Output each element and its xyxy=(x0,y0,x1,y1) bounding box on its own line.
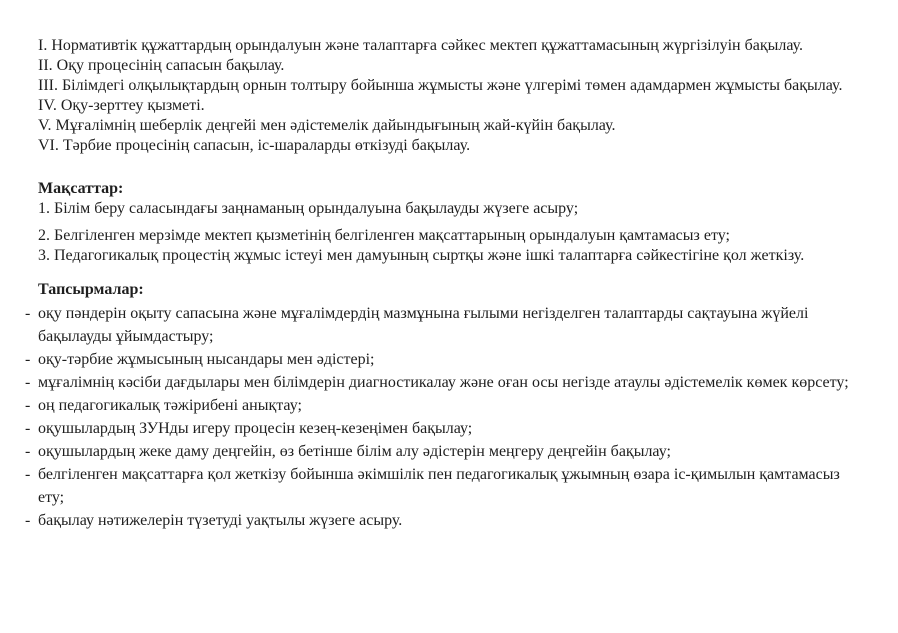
control-directions-list xyxy=(38,36,862,156)
task-item-text: белгіленген мақсаттарға қол жеткізу бойынша әкімшілік пен педагогикалық ұжымның өзара іс-қимылын қамтамасыз ету; xyxy=(38,466,840,506)
tasks-list xyxy=(25,302,862,532)
goal-item-3: 3. Педагогикалық процестің жұмыс істеуі мен дамуының сыртқы және ішкі талаптарға сәйкестігіне қол жеткізу. xyxy=(38,247,805,264)
control-item-3: III. Білімдегі олқылықтардың орнын толтыру бойынша жұмысты және үлгерімі төмен адамдармен жұмысты бақылау. xyxy=(38,77,843,94)
task-item-text: мұғалімнің кәсіби дағдылары мен білімдерін диагностикалау және оған осы негізде атаулы әдістемелік көмек көрсету; xyxy=(38,374,849,391)
dash-bullet-marker: - xyxy=(25,374,31,391)
dash-bullet-marker: - xyxy=(25,420,31,437)
task-item-text: оқушылардың жеке даму деңгейін, өз бетінше білім алу әдістерін меңгеру деңгейін бақылау; xyxy=(38,443,671,460)
goal-item-1: 1. Білім беру саласындағы заңнаманың орындалуына бақылауды жүзеге асыру; xyxy=(38,200,579,217)
dash-bullet-marker: - xyxy=(25,512,31,529)
task-item-text: бақылау нәтижелерін түзетуді уақтылы жүзеге асыру. xyxy=(38,512,403,529)
task-item-text: оқу пәндерін оқыту сапасына және мұғалімдердің мазмұнына ғылыми негізделген талаптарды сақтауына жүйелі бақылауды ұйымдастыру; xyxy=(38,305,809,345)
task-item-1 xyxy=(25,302,862,348)
task-item-6 xyxy=(25,440,862,463)
task-item-text: оқушылардың ЗУНды игеру процесін кезең-кезеңімен бақылау; xyxy=(38,420,473,437)
tasks-heading: Тапсырмалар: xyxy=(38,281,144,298)
task-item-text: оң педагогикалық тәжірибені анықтау; xyxy=(38,397,302,414)
task-item-8 xyxy=(25,509,862,532)
control-item-2: II. Оқу процесінің сапасын бақылау. xyxy=(38,57,285,74)
dash-bullet-marker: - xyxy=(25,305,31,322)
control-item-4: IV. Оқу-зерттеу қызметі. xyxy=(38,97,205,114)
control-item-1: I. Нормативтік құжаттардың орындалуын және талаптарға сәйкес мектеп құжаттамасының жүргізілуін бақылау. xyxy=(38,37,804,54)
task-item-4 xyxy=(25,394,862,417)
task-item-7 xyxy=(25,463,862,509)
control-item-6: VI. Тәрбие процесінің сапасын, іс-шараларды өткізуді бақылау. xyxy=(38,137,471,154)
task-item-5 xyxy=(25,417,862,440)
task-item-2 xyxy=(25,348,862,371)
tasks-section xyxy=(25,280,862,532)
control-item-5: V. Мұғалімнің шеберлік деңгейі мен әдістемелік дайындығының жай-күйін бақылау. xyxy=(38,117,616,134)
dash-bullet-marker: - xyxy=(25,397,31,414)
task-item-text: оқу-тәрбие жұмысының нысандары мен әдістері; xyxy=(38,351,375,368)
task-item-3 xyxy=(25,371,862,394)
dash-bullet-marker: - xyxy=(25,466,31,483)
goals-section xyxy=(38,179,862,266)
dash-bullet-marker: - xyxy=(25,351,31,368)
goal-item-2: 2. Белгіленген мерзімде мектеп қызметінің белгіленген мақсаттарының орындалуын қамтамасыз ету; xyxy=(38,227,730,244)
goals-heading: Мақсаттар: xyxy=(38,180,124,197)
dash-bullet-marker: - xyxy=(25,443,31,460)
